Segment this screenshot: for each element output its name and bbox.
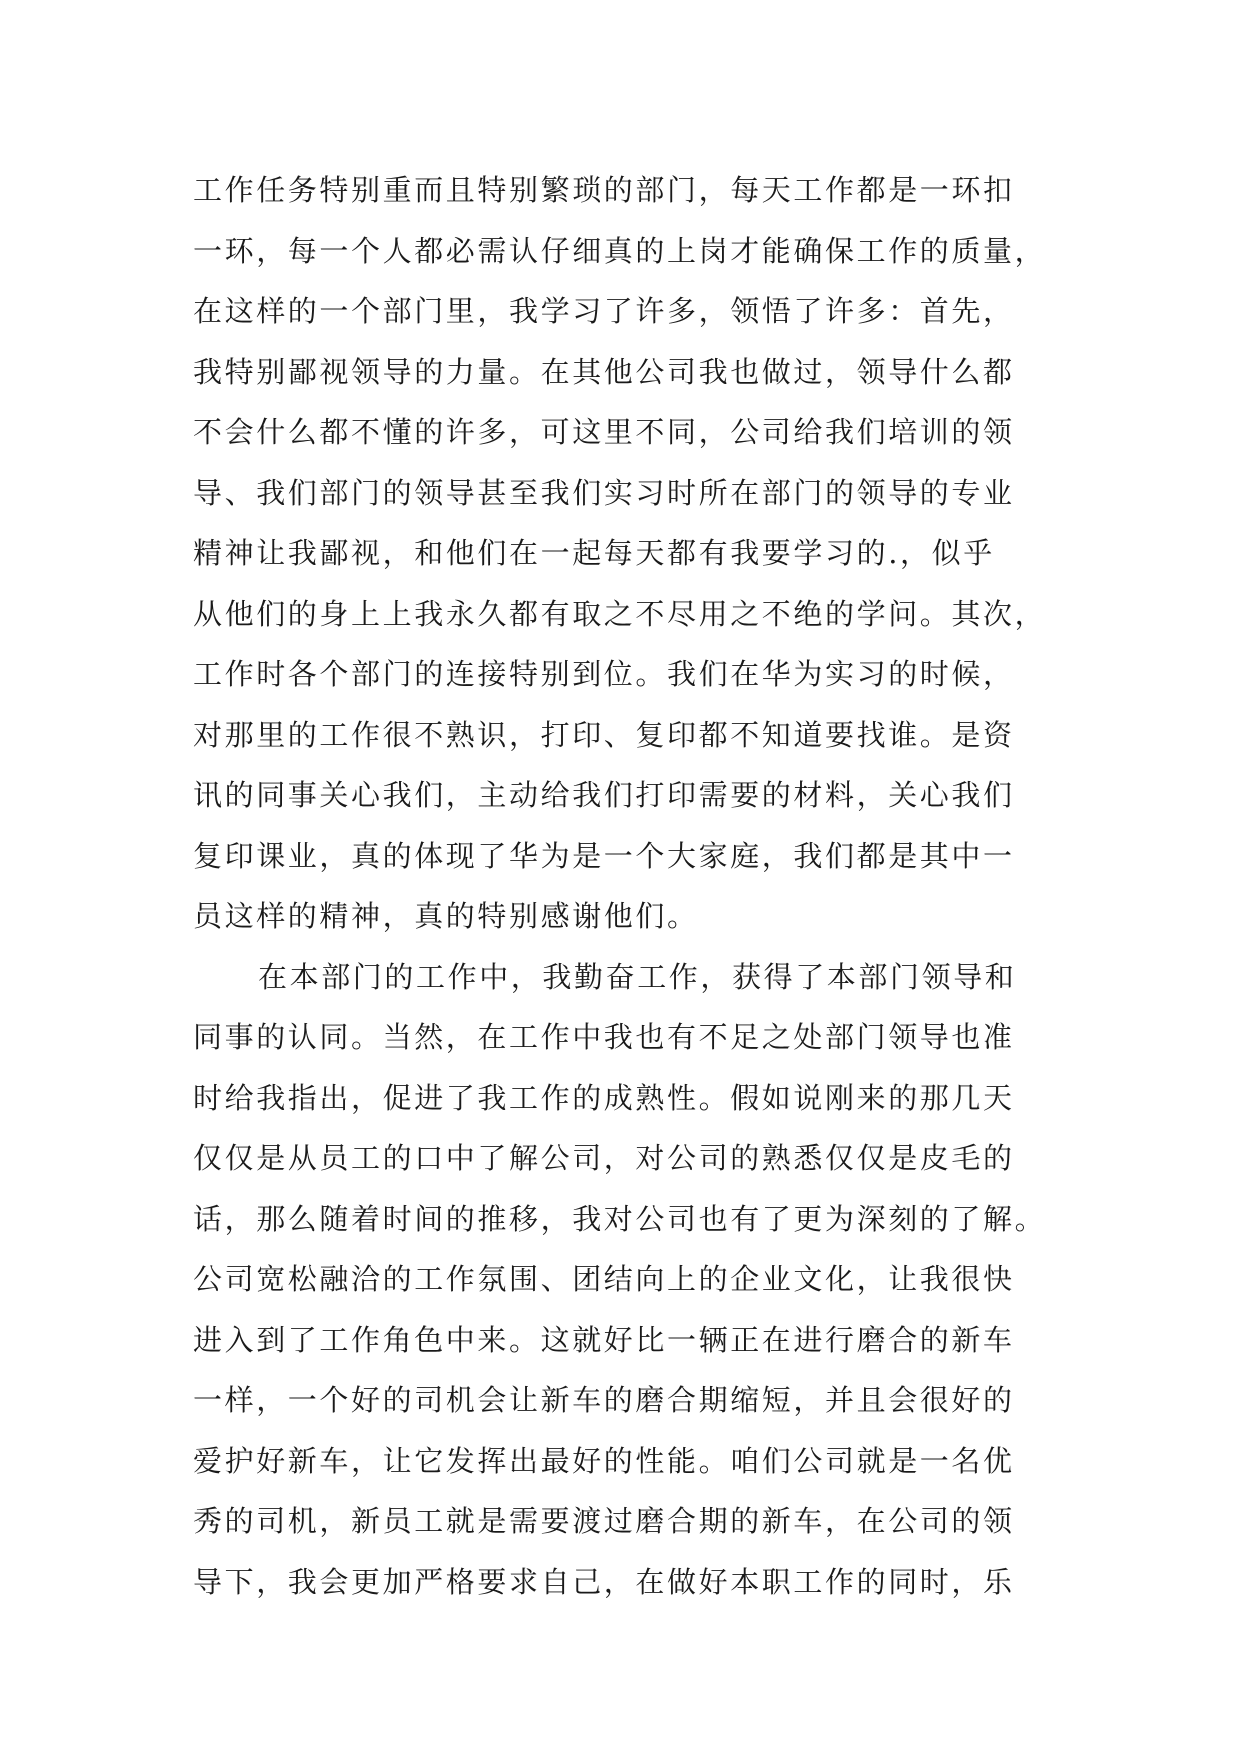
text-line: 精神让我鄙视，和他们在一起每天都有我要学习的.，似乎 bbox=[193, 536, 995, 570]
text-line: 公司宽松融洽的工作氛围、团结向上的企业文化，让我很快 bbox=[193, 1262, 1015, 1296]
text-line: 对那里的工作很不熟识，打印、复印都不知道要找谁。是资 bbox=[193, 717, 1015, 752]
text-line: 从他们的身上上我永久都有取之不尽用之不绝的学问。其次， bbox=[193, 596, 1047, 631]
text-line: 我特别鄙视领导的力量。在其他公司我也做过，领导什么都 bbox=[193, 354, 1015, 389]
text-line: 一样，一个好的司机会让新车的磨合期缩短，并且会很好的 bbox=[193, 1383, 1015, 1417]
text-line: 爱护好新车，让它发挥出最好的性能。咱们公司就是一名优 bbox=[193, 1443, 1015, 1478]
text-line: 导下，我会更加严格要求自己，在做好本职工作的同时，乐 bbox=[193, 1564, 1015, 1599]
text-line: 秀的司机，新员工就是需要渡过磨合期的新车，在公司的领 bbox=[193, 1504, 1015, 1538]
text-line: 导、我们部门的领导甚至我们实习时所在部门的领导的专业 bbox=[193, 475, 1015, 510]
text-line: 同事的认同。当然，在工作中我也有不足之处部门领导也准 bbox=[193, 1020, 1015, 1054]
paragraph-1 bbox=[193, 160, 1093, 947]
text-line: 话，那么随着时间的推移，我对公司也有了更为深刻的了解。 bbox=[193, 1201, 1047, 1236]
paragraph-2 bbox=[193, 947, 1093, 1613]
document-body bbox=[193, 160, 1093, 1612]
text-line: 复印课业，真的体现了华为是一个大家庭，我们都是其中一 bbox=[193, 838, 1015, 873]
text-line: 员这样的精神，真的特别感谢他们。 bbox=[193, 899, 699, 933]
text-line-indented: 在本部门的工作中，我勤奋工作，获得了本部门领导和 bbox=[258, 959, 1017, 994]
text-line: 讯的同事关心我们，主动给我们打印需要的材料，关心我们 bbox=[193, 778, 1015, 812]
text-line: 时给我指出，促进了我工作的成熟性。假如说刚来的那几天 bbox=[193, 1080, 1015, 1115]
text-line: 仅仅是从员工的口中了解公司，对公司的熟悉仅仅是皮毛的 bbox=[193, 1141, 1015, 1175]
text-line: 在这样的一个部门里，我学习了许多，领悟了许多：首先， bbox=[193, 294, 1015, 328]
text-line: 一环，每一个人都必需认仔细真的上岗才能确保工作的质量， bbox=[193, 233, 1047, 268]
text-line: 工作任务特别重而且特别繁琐的部门，每天工作都是一环扣 bbox=[193, 173, 1015, 207]
text-line: 不会什么都不懂的许多，可这里不同，公司给我们培训的领 bbox=[193, 415, 1015, 449]
text-line: 工作时各个部门的连接特别到位。我们在华为实习的时候， bbox=[193, 657, 1015, 691]
text-line: 进入到了工作角色中来。这就好比一辆正在进行磨合的新车 bbox=[193, 1322, 1015, 1357]
